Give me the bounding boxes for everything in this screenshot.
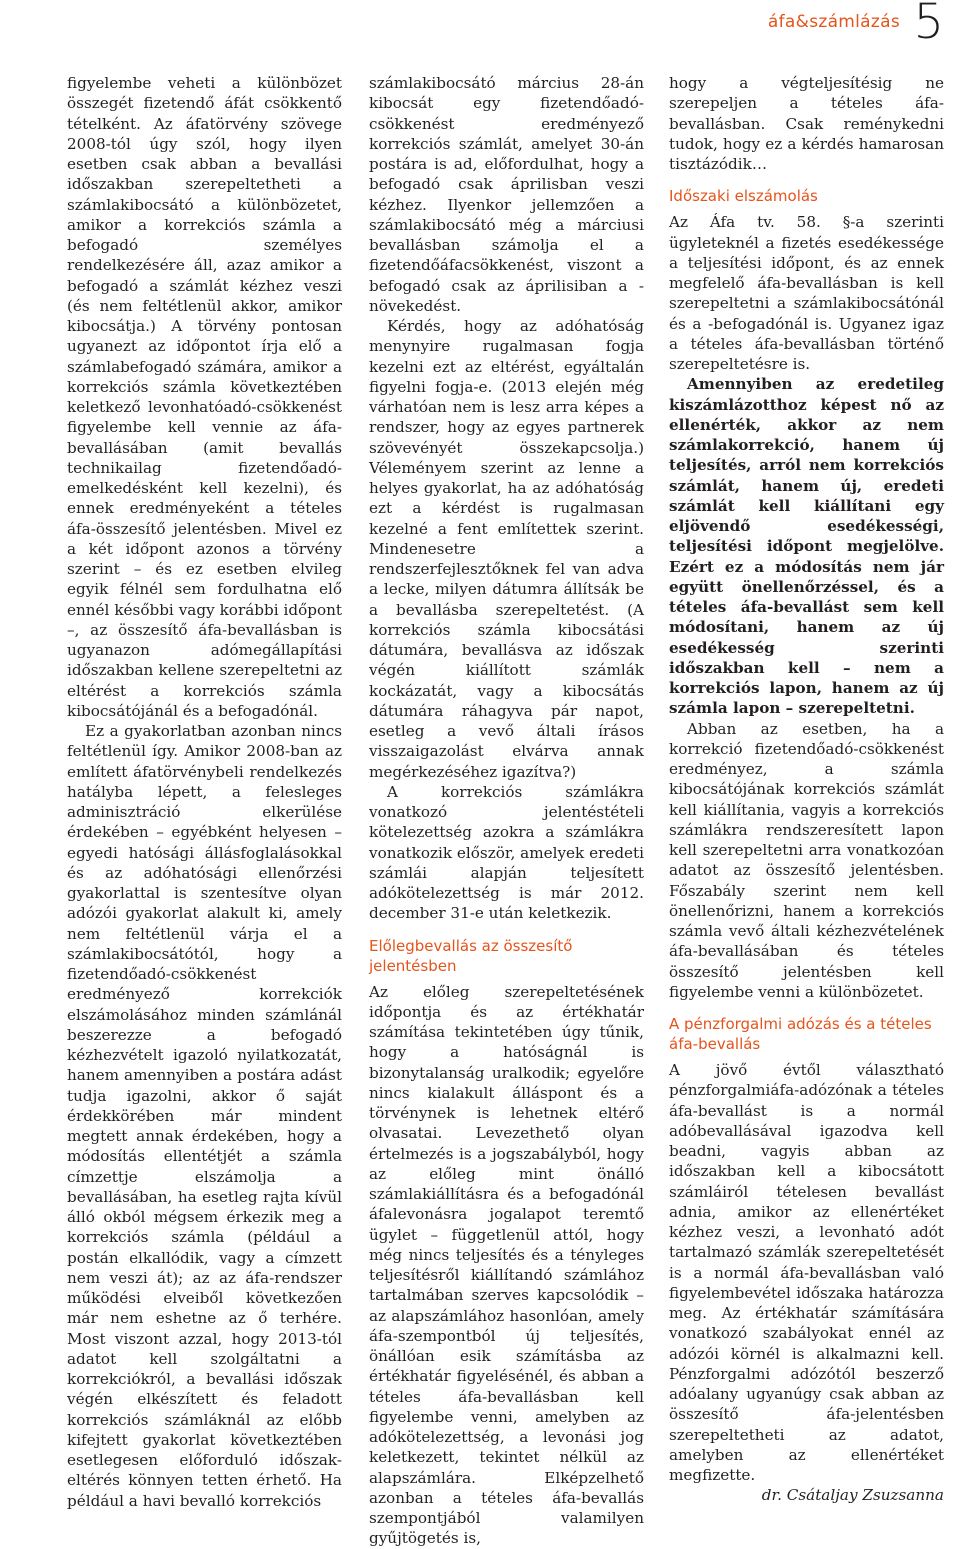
- column-3: [669, 73, 944, 1506]
- subheading-advance-declaration: Előlegbevallás az összesítő jelentésben: [369, 936, 573, 975]
- paragraph: A korrekciós számlákra vonatkozó jelentéstételi kötelezettség azokra a számlákra vonatkozik először, amelyek eredeti számlái alapján teljesített adókötelezettség is már 2012. december 31-e után keletkezik.: [369, 782, 644, 923]
- paragraph: Abban az esetben, ha a korrekció fizetendőadó-csökkenést eredményez, a számla kibocsátójának korrekciós számlát kell kiállítania, vagyis a korrekciós számlákra rendszeresített lapon kell szerepeltetni arra vonatkozóan adatot az összesítő jelentésben. Főszabály szerint nem kell önellenőrizni, hanem a korrekciós számla vevő általi kézhezvételének áfa-bevallásában és tételes összesítő jelentésben kell figyelembe venni a különbözetet.: [669, 719, 944, 1001]
- section-title-ampersand: &: [795, 12, 810, 32]
- section-title-part-b: számlázás: [809, 12, 900, 32]
- section-title-part-a: áfa: [767, 12, 796, 32]
- paragraph: Az Áfa tv. 58. §-a szerinti ügyleteknél a fizetés esedékessége a teljesítési időpont, és az ennek megfelelő áfa-bevallásban is kell szerepeltetni a számlakibocsátónál és a -befogadónál is. Ugyanez igaz a tételes áfa-bevallásban történő szerepeltetésre is.: [669, 213, 944, 373]
- paragraph: Ez a gyakorlatban azonban nincs feltétlenül így. Amikor 2008-ban az említett áfatörvénybeli rendelkezés hatályba lépett, a felesleges adminisztráció elkerülése érdekében – egyébként helyesen – egyedi hatósági állásfoglalásokkal és az adóhatósági ellenőrzési gyakorlattal is szentesítve olyan adózói gyakorlat alakult ki, amely nem feltétlenül várja el a számlakibocsátótól, hogy a fizetendőadó-csökkenést eredményező korrekciók elszámolásához minden számlánál beszerezze a befogadó kézhezvételt igazoló nyilatkozatát, hanem amennyiben a postára adást tudja igazolni, akkor ő saját érdekkörében már mindent megtett annak érdekében, hogy a módosítás ellentétjét a számla címzettje elszámolja a bevallásában, ha esetleg rajta kívül álló okból mégsem érkezik meg a korrekciós számla (például a postán elkallódik, vagy a címzett nem veszi át); az az áfa-rendszer működési elveiből következően már nem eshetne az ő terhére. Most viszont azzal, hogy 2013-tól adatot kell szolgáltatni a korrekciókról, a bevallási időszak végén elkészített és feladott korrekciós számláknál az előbb kifejtett gyakorlat következtében esetlegesen előforduló időszak-eltérés könnyen tetten érhető. Ha például a havi bevalló korrekciós: [67, 722, 342, 1510]
- bold-paragraph: Amennyiben az eredetileg kiszámlázotthoz képest nő az ellenérték, akkor az nem számlakorrekció, hanem új teljesítés, arról nem korrekciós számlát, hanem új, eredeti számlát kell kiállítani egy eljövendő esedékességi, teljesítési időpont megjelölve. Ezért ez a módosítás nem jár együtt önellenőrzéssel, és a tételes áfa-bevallást sem kell módosítani, hanem az új esedékesség szerinti időszakban kell – nem a korrekciós lapon, hanem az új számla lapon – szerepeltetni.: [669, 375, 944, 718]
- paragraph: hogy a végteljesítésig ne szerepeljen a tételes áfa-bevallásban. Csak reménykedni tudok, hogy ez a kérdés hamarosan tisztázódik…: [669, 74, 944, 173]
- column-1: [67, 73, 342, 1511]
- page-header: [0, 0, 960, 50]
- author-signature: dr. Csátaljay Zsuzsanna: [761, 1486, 944, 1505]
- paragraph: A jövő évtől választható pénzforgalmiáfa-adózónak a tételes áfa-bevallást is a normál adóbevallásával igazodva kell beadni, vagyis abban az időszakban kell a kibocsátott számláiról tételesen bevallást adnia, amikor az ellenértéket kézhez veszi, a levonható adót tartalmazó számlák szerepeltetését is a normál áfa-bevallásban való figyelembevétel időszaka határozza meg. Az értékhatár számítására vonatkozó szabályokat ennél az adózói körnél is alkalmazni kell. Pénzforgalmi adózótól beszerző adóalany ugyanúgy csak abban az összesítő áfa-jelentésben szerepeltetheti az adatot, amelyben az ellenértéket megfizette.: [669, 1061, 944, 1484]
- paragraph: figyelembe veheti a különbözet összegét fizetendő áfát csökkentő tételként. Az áfatörvény szövege 2008-tól úgy szól, hogy ilyen esetben csak abban a bevallási időszakban szerepeltetheti a számlakibocsátó a különbözetet, amikor a korrekciós számla a befogadó személyes rendelkezésére áll, azaz amikor a befogadó a számlát kézhez veszi (és nem feltétlenül akkor, amikor kibocsátja.) A törvény pontosan ugyanezt az időpontot írja elő a számlabefogadó számára, amikor a korrekciós számla következtében keletkező levonhatóadó-csökkenést figyelembe kell vennie az áfa-bevallásában (amit bevallás technikailag fizetendőadó-emelkedésként kell kezelni), és ennek eredményeként a tételes áfa-összesítő jelentésben. Mivel ez a két időpont azonos a törvény szerint – és ez esetben elvileg egyik félnél sem fordulhatna elő ennél későbbi vagy korábbi időpont –, az összesítő áfa-bevallásban is ugyanazon adómegállapítási időszakban kellene szerepeltetni az eltérést a korrekciós számla kibocsátójánál és a befogadónál.: [67, 74, 342, 720]
- paragraph: számlakibocsátó március 28-án kibocsát egy fizetendőadó-csökkenést eredményező korrekciós számlát, amelyet 30-án postára is ad, előfordulhat, hogy a befogadó csak áprilisban veszi kézhez. Ilyenkor jellemzően a számlakibocsátó még a márciusi bevallásban számolja el a fizetendőáfacsökkenést, viszont a befogadó csak az áprilisiban a -növekedést.: [369, 74, 644, 315]
- paragraph: Az előleg szerepeltetésének időpontja és az értékhatár számítása tekintetében úgy tűnik, hogy a hatóságnál is bizonytalanság uralkodik; egyelőre nincs kialakult álláspont és a törvénynek is lehetnek eltérő olvasatai. Levezethető olyan értelmezés is a jogszabályból, hogy az előleg mint önálló számlakiállításra és a befogadónál áfalevonásra jogalapot teremtő ügylet – függetlenül attól, hogy még nincs teljesítés és a tényleges teljesítésről kiállítandó számlához tartalmában szerves kapcsolódik – az alapszámlához hasonlóan, amely áfa-szempontból új teljesítés, önállóan esik számításba az értékhatár figyelésénél, és abban a tételes áfa-bevallásban kell figyelembe venni, amelyben az adókötelezettség, a levonási jog keletkezett, tekintet nélkül az alapszámlára. Elképzelhető azonban a tételes áfa-bevallás szempontjából valamilyen gyűjtögetés is,: [369, 982, 644, 1548]
- page-number: 5: [913, 0, 944, 50]
- column-2: [369, 73, 644, 1549]
- subheading-periodic-settlement: Időszaki elszámolás: [669, 187, 818, 206]
- paragraph: Kérdés, hogy az adóhatóság menynyire rugalmasan fogja kezelni ezt az eltérést, egyáltalán figyelni fogja-e. (2013 elején még várhatóan nem is lesz arra képes a rendszer, hogy az egyes partnerek szövevényét összekapcsolja.) Véleményem szerint az lenne a helyes gyakorlat, ha az adóhatóság ezt a kérdést is rugalmasan kezelné a fent említettek szerint. Mindenesetre a rendszerfejlesztőknek fel van adva a lecke, milyen dátumra állítsák be a bevallásba szerepeltetést. (A korrekciós számla kibocsátási dátumára, bevallásva az időszak végén kiállított számlák kockázatát, vagy a kibocsátás dátumára ráhagyva pár napot, esetleg a vevő általi írásos visszaigazolást elvárva annak megérkezéséhez igazítva?): [369, 317, 644, 781]
- section-title: [768, 12, 900, 32]
- subheading-cash-accounting: A pénzforgalmi adózás és a tételes áfa-bevallás: [669, 1015, 932, 1053]
